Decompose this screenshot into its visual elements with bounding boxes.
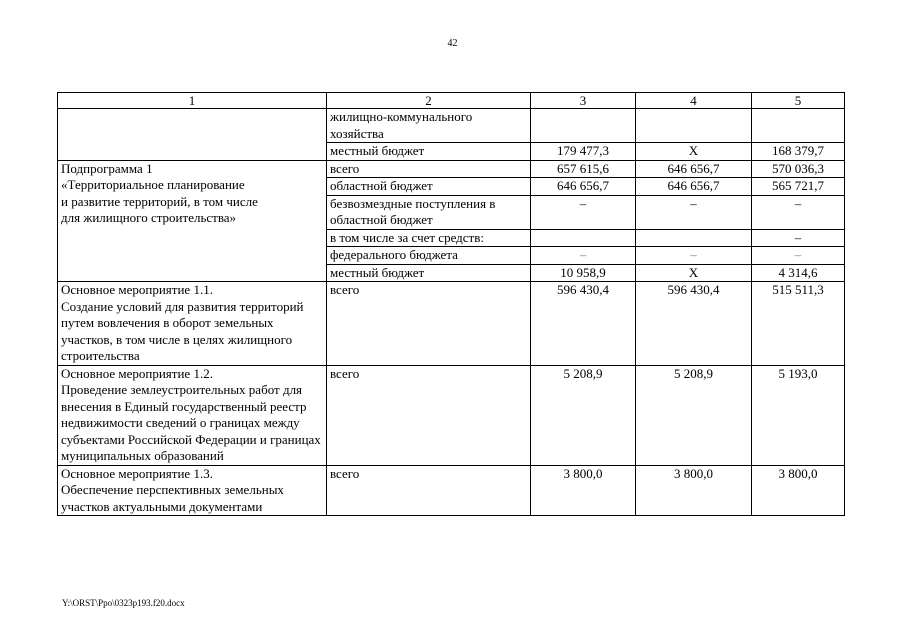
value-cell: 5 208,9 [531, 365, 636, 465]
table-header-row [58, 93, 845, 109]
value-cell: 3 800,0 [636, 465, 752, 516]
funding-source-cell: местный бюджет [327, 264, 531, 282]
funding-source-cell: в том числе за счет средств: [327, 229, 531, 247]
value-cell [531, 229, 636, 247]
funding-source-cell: безвозмездные поступления в областной бюджет [327, 195, 531, 229]
value-cell: – [531, 195, 636, 229]
funding-source-cell: местный бюджет [327, 143, 531, 161]
value-cell: 646 656,7 [531, 178, 636, 196]
activity-name-cell: Основное мероприятие 1.1. Создание условий для развития территорий путем вовлечения в оборот земельных участков, в том числе в целях жилищного строительства [58, 282, 327, 366]
page-number: 42 [447, 38, 458, 49]
value-cell [531, 109, 636, 143]
budget-table [57, 92, 845, 516]
value-cell: – [752, 195, 845, 229]
header-cell: 3 [531, 93, 636, 109]
value-cell [636, 109, 752, 143]
value-cell: – [531, 247, 636, 265]
table-row [58, 365, 845, 465]
activity-name-cell: Основное мероприятие 1.2. Проведение землеустроительных работ для внесения в Единый государственный реестр недвижимости сведений о границах между субъектами Российской Федерации и границах муниципальных образований [58, 365, 327, 465]
value-cell [752, 109, 845, 143]
funding-source-cell: всего [327, 160, 531, 178]
value-cell: 657 615,6 [531, 160, 636, 178]
value-cell: 3 800,0 [752, 465, 845, 516]
value-cell: 646 656,7 [636, 178, 752, 196]
value-cell: 4 314,6 [752, 264, 845, 282]
value-cell: X [636, 143, 752, 161]
value-cell: 168 379,7 [752, 143, 845, 161]
value-cell: – [752, 247, 845, 265]
header-cell: 5 [752, 93, 845, 109]
activity-name-cell: Основное мероприятие 1.3. Обеспечение перспективных земельных участков актуальными документами [58, 465, 327, 516]
value-cell: 596 430,4 [531, 282, 636, 366]
funding-source-cell: всего [327, 282, 531, 366]
value-cell: – [636, 195, 752, 229]
value-cell [636, 229, 752, 247]
file-path-footer: Y:\ORST\Ppo\0323p193.f20.docx [62, 598, 185, 608]
value-cell: X [636, 264, 752, 282]
funding-source-cell: жилищно-коммунального хозяйства [327, 109, 531, 143]
value-cell: 5 193,0 [752, 365, 845, 465]
funding-source-cell: областной бюджет [327, 178, 531, 196]
value-cell: 570 036,3 [752, 160, 845, 178]
table-row [58, 465, 845, 516]
table-row [58, 160, 845, 178]
header-cell: 1 [58, 93, 327, 109]
funding-source-cell: всего [327, 465, 531, 516]
value-cell: 596 430,4 [636, 282, 752, 366]
table-row [58, 109, 845, 143]
value-cell: 5 208,9 [636, 365, 752, 465]
value-cell: – [752, 229, 845, 247]
value-cell: – [636, 247, 752, 265]
value-cell: 10 958,9 [531, 264, 636, 282]
value-cell: 565 721,7 [752, 178, 845, 196]
funding-source-cell: всего [327, 365, 531, 465]
value-cell: 646 656,7 [636, 160, 752, 178]
value-cell: 515 511,3 [752, 282, 845, 366]
program-name-cell [58, 109, 327, 161]
header-cell: 4 [636, 93, 752, 109]
table-row [58, 282, 845, 366]
funding-source-cell: федерального бюджета [327, 247, 531, 265]
subprogram-name-cell: Подпрограмма 1 «Территориальное планирование и развитие территорий, в том числе для жилищного строительства» [58, 160, 327, 282]
header-cell: 2 [327, 93, 531, 109]
value-cell: 179 477,3 [531, 143, 636, 161]
value-cell: 3 800,0 [531, 465, 636, 516]
